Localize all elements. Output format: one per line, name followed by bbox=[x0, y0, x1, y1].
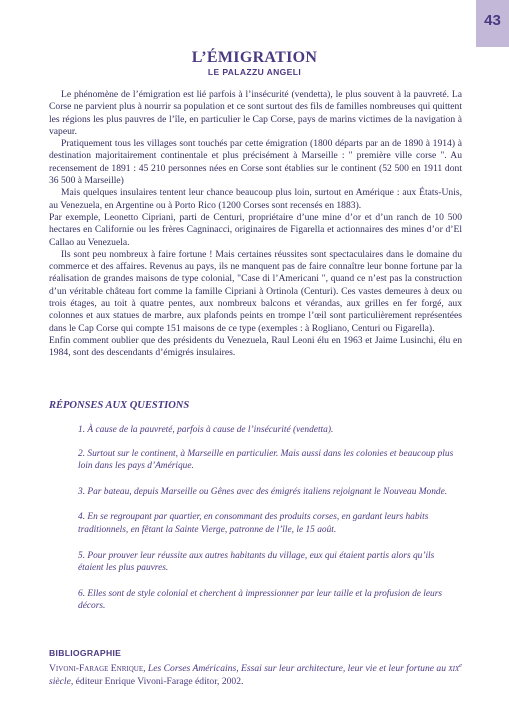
page-title: L’ÉMIGRATION bbox=[191, 49, 318, 66]
article-body bbox=[49, 89, 462, 360]
paragraph: Enfin comment oublier que des présidents du Venezuela, Raul Leoni élu en 1963 et Jaime Lusinchi, élu en 1984, sont des descendants d’émigrés insulaires. bbox=[49, 334, 462, 359]
biblio-title: Les Corses Américains, Essai sur leur architecture, leur vie et leur fortune au bbox=[147, 663, 449, 675]
answer-item: 1. À cause de la pauvreté, parfois à cause de l’insécurité (vendetta). bbox=[78, 425, 334, 435]
paragraph: Le phénomène de l’émigration est lié parfois à l’insécurité (vendetta), le plus souvent à la pauvreté. La Corse ne parvient plus à nourrir sa population et ce sont surtout des fils de familles nombreuses qui quittent les régions les plus pauvres de l’île, en particulier le Cap Corse, pays de marins victimes de la navigation à vapeur. bbox=[49, 89, 462, 137]
page-subtitle: LE PALAZZU ANGELI bbox=[207, 67, 302, 77]
biblio-title-end: siècle bbox=[49, 675, 71, 687]
paragraph: Mais quelques insulaires tentent leur chance beaucoup plus loin, surtout en Amérique : aux États-Unis, au Venezuela, en Argentine ou à Porto Rico (1200 Corses sont recensés en 1883). bbox=[49, 187, 462, 211]
biblio-publisher: , éditeur Enrique Vivoni-Farage éditor, 2002. bbox=[70, 675, 244, 687]
page-number-tab bbox=[476, 0, 509, 47]
answer-item: 2. Surtout sur le continent, à Marseille en particulier. Mais aussi dans les colonies et beaucoup plus loin dans les pays d’Amérique. bbox=[78, 448, 454, 472]
biblio-author: Vivoni-Farage Enrique bbox=[49, 663, 144, 675]
page-number: 43 bbox=[484, 12, 501, 29]
answer-item: 5. Pour prouver leur réussite aux autres habitants du village, eux qui étaient partis alors qu’ils étaient les plus pauvres. bbox=[78, 550, 435, 574]
paragraph: Ils sont peu nombreux à faire fortune ! Mais certaines réussites sont spectaculaires dans le domaine du commerce et des affaires. Revenus au pays, ils ne manquent pas de faire connaître leur bonne fortune par la réalisation de grandes maisons de type colonial, "Case di l’Americani ", quand ce n’est pas la construction d’un véritable château fort comme la famille Cipriani à Ortinola (Centuri). Ces vastes demeures à deux ou trois étages, au toit à quatre pentes, aux nombreux balcons et vérandas, aux grilles en fer forgé, aux colonnes et aux statues de marbre, aux plafonds peints en trompe l’œil sont particulièrement représentées dans le Cap Corse qui compte 151 maisons de ce type (exemples : à Rogliano, Centuri ou Figarella). bbox=[49, 248, 462, 334]
paragraph: Par exemple, Leonetto Cipriani, parti de Centuri, propriétaire d’une mine d’or et d’un ranch de 10 500 hectares en Californie ou les frères Cagninacci, originaires de Figarella et actionnaires des mines d’or d’El Callao au Venezuela. bbox=[49, 211, 462, 248]
biblio-century: xix bbox=[448, 663, 460, 675]
biblio-separator: , bbox=[143, 663, 148, 675]
biblio-century-sup: e bbox=[459, 663, 462, 669]
answer-item: 6. Elles sont de style colonial et cherchent à impressionner par leur taille et la profusion de leurs décors. bbox=[78, 588, 443, 612]
answers-list bbox=[78, 424, 460, 626]
paragraph: Pratiquement tous les villages sont touchés par cette émigration (1800 départs par an de 1890 à 1914) à destination majoritairement continentale et plus précisément à Marseille : " première ville corse ". Au recensement de 1891 : 45 210 personnes nées en Corse sont établies sur le continent (52 500 en 1911 dont 36 500 à Marseille) bbox=[49, 138, 462, 187]
questions-heading: RÉPONSES AUX QUESTIONS bbox=[49, 400, 190, 411]
answer-item: 4. En se regroupant par quartier, en consommant des produits corses, en gardant leurs habits traditionnels, en fêtant la Sainte Vierge, patronne de l’île, le 15 août. bbox=[78, 512, 429, 535]
answer-item: 3. Par bateau, depuis Marseille ou Gênes avec des émigrés italiens rejoignant le Nouveau Monde. bbox=[78, 486, 448, 497]
bibliography-heading: BIBLIOGRAPHIE bbox=[49, 648, 122, 658]
bibliography-entry bbox=[49, 660, 462, 688]
